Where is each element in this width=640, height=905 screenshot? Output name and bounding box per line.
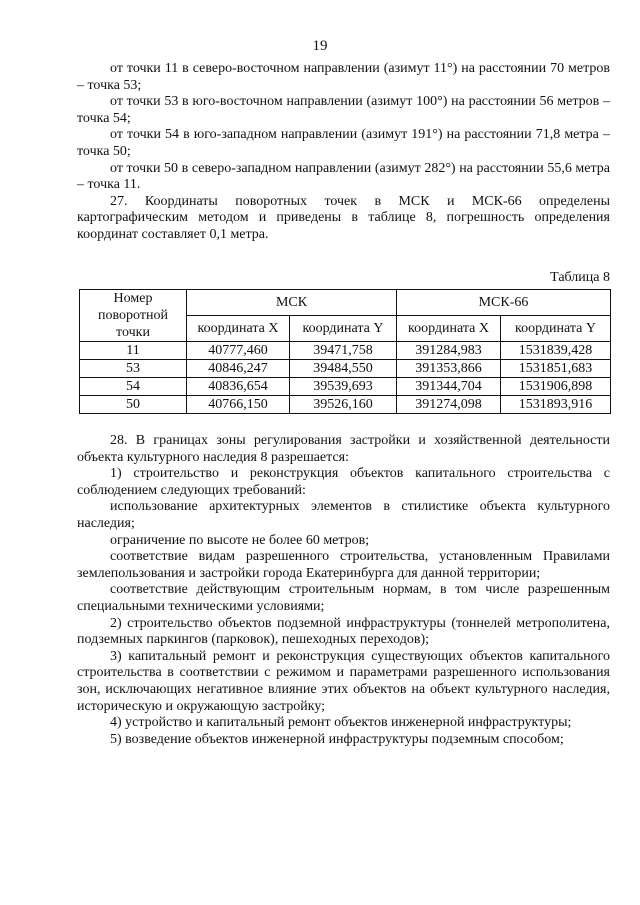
- table-row: [80, 396, 611, 414]
- header-point-number: Номер поворотной точки: [80, 290, 187, 342]
- paragraph: от точки 54 в юго-западном направлении (азимут 191°) на расстоянии 71,8 метра – точка 50;: [77, 127, 610, 159]
- cell-msk66-x: 391274,098: [397, 396, 501, 414]
- header-msk: МСК: [187, 290, 397, 316]
- paragraph: от точки 53 в юго-восточном направлении (азимут 100°) на расстоянии 56 метров – точка 54;: [77, 94, 610, 126]
- cell-point: 54: [80, 378, 187, 396]
- paragraph: от точки 11 в северо-восточном направлении (азимут 11°) на расстоянии 70 метров – точка 53;: [77, 61, 610, 93]
- cell-msk66-x: 391344,704: [397, 378, 501, 396]
- paragraph: соответствие видам разрешенного строительства, установленным Правилами землепользования и застройки города Екатеринбурга для данной территории;: [77, 549, 610, 581]
- text-block-bottom: [77, 433, 610, 748]
- cell-msk66-y: 1531893,916: [501, 396, 611, 414]
- cell-msk-x: 40836,654: [187, 378, 290, 396]
- paragraph: соответствие действующим строительным нормам, в том числе разрешенным специальными техническими условиями;: [77, 582, 610, 614]
- paragraph: 4) устройство и капитальный ремонт объектов инженерной инфраструктуры;: [110, 715, 572, 731]
- header-msk-y: координата Y: [290, 316, 397, 342]
- table-caption: Таблица 8: [550, 270, 610, 285]
- coordinates-table: [79, 289, 611, 414]
- table-row: [80, 378, 611, 396]
- paragraph: 5) возведение объектов инженерной инфраструктуры подземным способом;: [110, 731, 564, 747]
- paragraph: 1) строительство и реконструкция объектов капитального строительства с соблюдением следующих требований:: [77, 466, 610, 498]
- cell-point: 11: [80, 342, 187, 360]
- cell-msk-y: 39539,693: [290, 378, 397, 396]
- cell-msk-x: 40766,150: [187, 396, 290, 414]
- cell-msk-y: 39526,160: [290, 396, 397, 414]
- cell-msk-x: 40846,247: [187, 360, 290, 378]
- header-msk66-x: координата X: [397, 316, 501, 342]
- paragraph: 2) строительство объектов подземной инфраструктуры (тоннелей метрополитена, подземных паркингов (парковок), пешеходных переходов);: [77, 615, 610, 648]
- paragraph: 3) капитальный ремонт и реконструкция существующих объектов капитального строительства в соответствии с режимом и параметрами разрешенного использования зон, исключающих негативное влияние этих объектов на объект культурного наследия, историческую и окружающую застройку;: [77, 648, 610, 714]
- cell-msk-x: 40777,460: [187, 342, 290, 360]
- cell-msk66-x: 391353,866: [397, 360, 501, 378]
- cell-msk-y: 39471,758: [290, 342, 397, 360]
- table-row: [80, 342, 611, 360]
- paragraph: от точки 50 в северо-западном направлении (азимут 282°) на расстоянии 55,6 метра – точка 11.: [77, 160, 610, 193]
- cell-msk66-x: 391284,983: [397, 342, 501, 360]
- paragraph: 28. В границах зоны регулирования застройки и хозяйственной деятельности объекта культурного наследия 8 разрешается:: [77, 433, 610, 465]
- paragraph: ограничение по высоте не более 60 метров;: [110, 532, 370, 548]
- cell-point: 53: [80, 360, 187, 378]
- cell-msk-y: 39484,550: [290, 360, 397, 378]
- header-msk66: МСК-66: [397, 290, 611, 316]
- header-msk66-y: координата Y: [501, 316, 611, 342]
- header-msk-x: координата X: [187, 316, 290, 342]
- paragraph: использование архитектурных элементов в стилистике объекта культурного наследия;: [77, 499, 610, 531]
- text-block-top: [77, 61, 610, 244]
- page-number: 19: [312, 38, 328, 54]
- cell-msk66-y: 1531906,898: [501, 378, 611, 396]
- cell-msk66-y: 1531851,683: [501, 360, 611, 378]
- paragraph: 27. Координаты поворотных точек в МСК и МСК-66 определены картографическим методом и приведены в таблице 8, погрешность определения координат составляет 0,1 метра.: [77, 193, 610, 242]
- cell-point: 50: [80, 396, 187, 414]
- table-row: [80, 360, 611, 378]
- cell-msk66-y: 1531839,428: [501, 342, 611, 360]
